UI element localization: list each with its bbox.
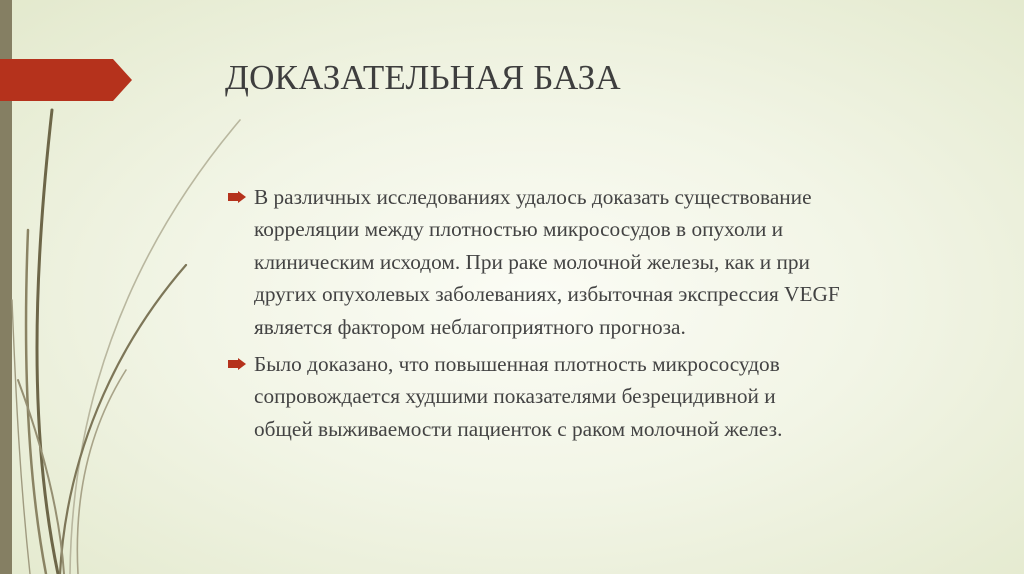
bullet-line: Было доказано, что повышенная плотность микрососудов — [254, 352, 780, 377]
pennant-arrow-icon — [0, 59, 132, 101]
bullet-line: общей выживаемости пациенток с раком молочной желез. — [254, 416, 783, 441]
bullet-line: является фактором неблагоприятного прогноза. — [254, 314, 686, 339]
bullet-line: В различных исследованиях удалось доказать существование — [254, 185, 812, 209]
bullet-line: клиническим исходом. При раке молочной железы, как и при — [254, 249, 810, 274]
bullet-line: других опухолевых заболеваниях, избыточная экспрессия VEGF — [254, 282, 840, 307]
bullet-item — [228, 348, 928, 445]
bullet-line: корреляции между плотностью микрососудов в опухоли и — [254, 217, 784, 242]
bullet-item — [228, 181, 928, 343]
arrow-right-icon — [228, 358, 246, 370]
slide-body — [228, 181, 928, 450]
arrow-right-icon — [228, 191, 246, 203]
slide-title: ДОКАЗАТЕЛЬНАЯ БАЗА — [225, 58, 621, 97]
bullet-line: сопровождается худшими показателями безрецидивной и — [254, 384, 776, 409]
